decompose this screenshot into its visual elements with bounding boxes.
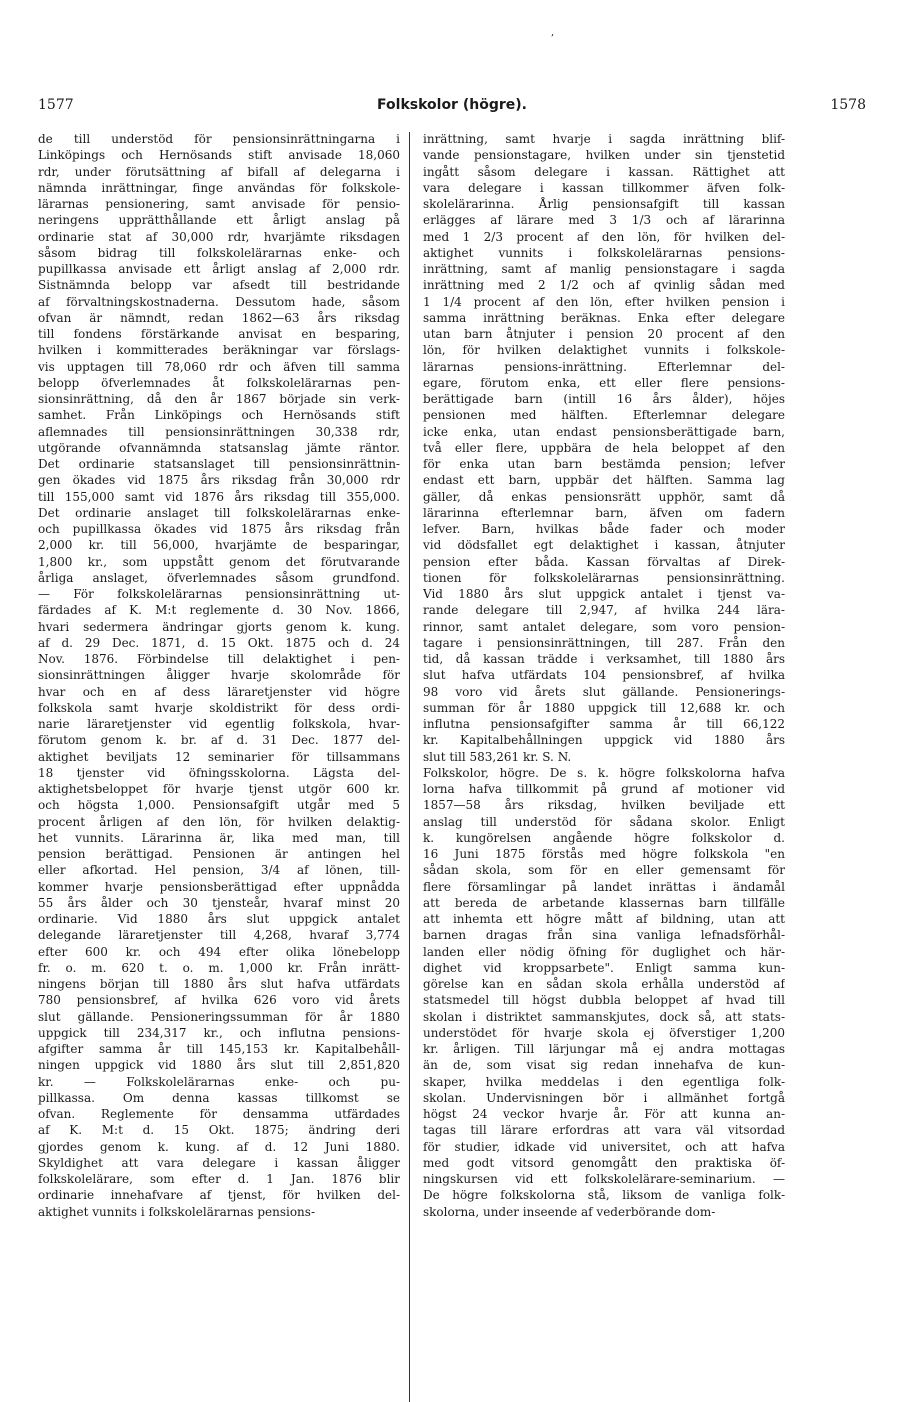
text-line: narie läraretjenster vid egentlig folkskola, hvar- bbox=[38, 717, 400, 731]
text-line: inrättning, samt hvarje i sagda inrättning blif- bbox=[423, 132, 785, 146]
text-line: högst 24 veckor hvarje år. För att kunna an- bbox=[423, 1107, 785, 1121]
text-line: lärarinna efterlemnar barn, äfven om fadern bbox=[423, 505, 785, 520]
text-line: anslag till understöd för sådana skolor. Enligt bbox=[423, 814, 785, 829]
text-line: 2,000 kr. till 56,000, hvarjämte de besparingar, bbox=[38, 538, 400, 553]
text-line: hvari sedermera ändringar gjorts genom k. kung. bbox=[38, 619, 400, 634]
text-line: görelse kan en sådan skola erhålla understöd af bbox=[423, 977, 785, 991]
text-line: tionen för folkskolelärarnas pensionsinrättning. bbox=[423, 570, 785, 585]
text-line: ordinarie stat af 30,000 rdr, hvarjämte riksdagen bbox=[38, 229, 400, 244]
text-line: dighet vid kroppsarbete". Enligt samma kun- bbox=[423, 960, 785, 975]
text-line: aktighetsbeloppet för hvarje tjenst utgör 600 kr. bbox=[38, 782, 400, 796]
text-line: 55 års ålder och 30 tjensteår, hvaraf minst 20 bbox=[38, 895, 400, 910]
text-line: 16 Juni 1875 förstås med högre folkskola "en bbox=[423, 847, 785, 861]
text-line: rande delegare till 2,947, af hvilka 244 lära- bbox=[423, 603, 785, 618]
text-line: neringens upprätthållande ett årligt anslag på bbox=[38, 213, 400, 228]
page-header bbox=[38, 97, 866, 119]
text-line: ningskursen vid ett folkskolelärare-seminarium. — bbox=[423, 1172, 785, 1186]
text-line: utgörande ofvannämnda statsanslag jämte räntor. bbox=[38, 440, 400, 455]
text-line: Folkskolor, högre. De s. k. högre folkskolorna hafva bbox=[423, 765, 785, 780]
text-line: statsmedel till högst dubbla beloppet af hvad till bbox=[423, 993, 785, 1008]
left-column bbox=[38, 131, 400, 1220]
text-line: procent årligen af den lön, för hvilken delaktig- bbox=[38, 814, 400, 829]
text-line: kr. — Folkskolelärarnas enke- och pu- bbox=[38, 1074, 400, 1089]
text-line: influtna pensionsafgifter samma år till 66,122 bbox=[423, 717, 785, 731]
text-line: tid, då kassan trädde i verksamhet, till 1880 års bbox=[423, 652, 785, 666]
text-line: rinnor, samt antalet delegare, som voro pension- bbox=[423, 619, 785, 634]
text-line: skolan. Undervisningen bör i allmänhet fortgå bbox=[423, 1090, 785, 1105]
text-line: endast ett barn, uppbär det hälften. Samma lag bbox=[423, 473, 785, 488]
text-line: skolelärarinna. Årlig pensionsafgift till kassan bbox=[423, 197, 785, 211]
text-line: tagas till lärare erfordras att vara väl vitsordad bbox=[423, 1123, 785, 1138]
text-line: vid dödsfallet egt delaktighet i kassan, åtnjuter bbox=[423, 538, 785, 553]
text-line: belopp öfverlemnades åt folkskolelärarnas pen- bbox=[38, 375, 400, 390]
text-line: inrättning med 2 1/2 och af qvinlig sådan med bbox=[423, 278, 785, 293]
text-line: Sistnämnda belopp var afsedt till bestridande bbox=[38, 278, 400, 293]
text-line: kr. årligen. Till lärjungar må ej andra mottagas bbox=[423, 1042, 785, 1056]
text-line: än de, som visat sig redan innehafva de kun- bbox=[423, 1058, 785, 1073]
running-title: Folkskolor (högre). bbox=[377, 97, 527, 113]
text-line: k. kungörelsen angående högre folkskolor d. bbox=[423, 830, 785, 845]
text-line: nämnda inrättningar, finge användas för folkskole- bbox=[38, 180, 400, 195]
text-line: skaper, hvilka meddelas i den egentliga folk- bbox=[423, 1074, 785, 1089]
text-line: ofvan är nämndt, redan 1862—63 års riksdag bbox=[38, 310, 400, 325]
text-line: pensionen med hälften. Efterlemnar delegare bbox=[423, 408, 785, 423]
text-line: aktighet vunnits i folkskolelärarnas pensions- bbox=[423, 245, 785, 260]
text-line: aktighet beviljats 12 seminarier för tillsammans bbox=[38, 749, 400, 764]
text-line: vara delegare i kassan tillkommer äfven folk- bbox=[423, 180, 785, 195]
text-line: till fondens förstärkande anvisat en besparing, bbox=[38, 327, 400, 341]
text-line: förutom genom k. br. af d. 31 Dec. 1877 del- bbox=[38, 733, 400, 748]
text-line: slut hafva utfärdats 104 pensionsbref, af hvilka bbox=[423, 668, 785, 683]
text-line: 1857—58 års riksdag, hvilken beviljade ett bbox=[423, 798, 785, 813]
text-line: hvilken i kommitterades beräkningar var förslags- bbox=[38, 343, 400, 358]
text-line: lärarnas pensions-inrättning. Efterlemnar del- bbox=[423, 359, 785, 374]
text-line: Det ordinarie statsanslaget till pensionsinrättnin- bbox=[38, 457, 400, 471]
text-line: eller afkortad. Hel pension, 3/4 af lönen, till- bbox=[38, 863, 400, 878]
text-line: färdades af K. M:t reglemente d. 30 Nov. 1866, bbox=[38, 603, 400, 618]
text-line: ordinarie innehafvare af tjenst, för hvilken del- bbox=[38, 1188, 400, 1203]
text-line: 780 pensionsbref, af hvilka 626 voro vid årets bbox=[38, 993, 400, 1008]
text-line: 18 tjenster vid öfningsskolorna. Lägsta del- bbox=[38, 765, 400, 780]
text-line: Skyldighet att vara delegare i kassan åligger bbox=[38, 1155, 400, 1170]
text-line: och högsta 1,000. Pensionsafgift utgår med 5 bbox=[38, 798, 400, 813]
text-line: het vunnits. Lärarinna är, lika med man, till bbox=[38, 830, 400, 845]
text-line: att bereda de arbetande klassernas barn tillfälle bbox=[423, 895, 785, 910]
text-line: för studier, idkade vid universitet, och att hafva bbox=[423, 1139, 785, 1154]
text-line: berättigade barn (intill 16 års ålder), höjes bbox=[423, 392, 785, 406]
text-line: barnen dragas från sina vanliga lefnadsförhål- bbox=[423, 928, 785, 943]
text-line: understödet för hvarje skola ej öfverstiger 1,200 bbox=[423, 1025, 785, 1040]
text-line: uppgick till 234,317 kr., och influtna pensions- bbox=[38, 1025, 400, 1040]
text-line: 1 1/4 procent af den lön, efter hvilken pension i bbox=[423, 294, 785, 309]
text-line: af d. 29 Dec. 1871, d. 15 Okt. 1875 och d. 24 bbox=[38, 635, 400, 650]
text-line: med 1 2/3 procent af den lön, för hvilken del- bbox=[423, 229, 785, 244]
text-line: folkskola samt hvarje skoldistrikt för dess ordi- bbox=[38, 700, 400, 715]
text-line: flere församlingar på landet inrättas i ändamål bbox=[423, 879, 785, 894]
text-line: vande pensionstagare, hvilken under sin tjenstetid bbox=[423, 148, 785, 163]
text-line: delegande läraretjenster till 4,268, hvaraf 3,774 bbox=[38, 928, 400, 943]
text-line: folkskolelärare, som efter d. 1 Jan. 1876 blir bbox=[38, 1172, 400, 1186]
text-line: gen ökades vid 1875 års riksdag från 30,000 rdr bbox=[38, 473, 400, 488]
text-line: De högre folkskolorna stå, liksom de vanliga folk- bbox=[423, 1188, 785, 1203]
text-line: såsom bidrag till folkskolelärarnas enke- och bbox=[38, 245, 400, 260]
text-line: icke enka, utan endast pensionsberättigade barn, bbox=[423, 424, 785, 439]
text-line: fr. o. m. 620 t. o. m. 1,000 kr. Från inrätt- bbox=[38, 960, 400, 975]
text-line: pillkassa. Om denna kassas tillkomst se bbox=[38, 1090, 400, 1105]
text-line: efter 600 kr. och 494 efter olika lönebelopp bbox=[38, 944, 400, 959]
text-line: pension efter båda. Kassan förvaltas af Direk- bbox=[423, 554, 785, 569]
text-line: landen eller nödig öfning för duglighet och här- bbox=[423, 944, 785, 959]
text-line: af K. M:t d. 15 Okt. 1875; ändring deri bbox=[38, 1123, 400, 1138]
text-line: 98 voro vid årets slut gällande. Pensionerings- bbox=[423, 684, 785, 699]
text-line: skolorna, under inseende af vederbörande dom- bbox=[423, 1204, 716, 1219]
text-line: utan barn åtnjuter i pension 20 procent af den bbox=[423, 327, 785, 341]
text-line: två eller flere, uppbära de hela beloppet af den bbox=[423, 440, 785, 455]
text-line: årliga anslaget, öfverlemnades såsom grundfond. bbox=[38, 570, 400, 585]
text-line: lärarnas pensionering, samt anvisade för pensio- bbox=[38, 197, 400, 211]
page-number-right: 1578 bbox=[830, 97, 866, 113]
text-line: lön, för hvilken delaktighet vunnits i folkskole- bbox=[423, 343, 785, 358]
text-line: erlägges af lärare med 3 1/3 och af lärarinna bbox=[423, 213, 785, 228]
text-line: pupillkassa anvisade ett årligt anslag af 2,000 rdr. bbox=[38, 262, 400, 276]
text-line: ofvan. Reglemente för densamma utfärdades bbox=[38, 1107, 400, 1121]
text-line: inrättning, samt af manlig pensionstagare i sagda bbox=[423, 262, 785, 276]
column-divider bbox=[409, 132, 410, 1402]
text-line: sionsinrättningen åligger hvarje skolområde för bbox=[38, 668, 400, 683]
text-line: lefver. Barn, hvilkas både fader och moder bbox=[423, 522, 785, 536]
text-line: tagare i pensionsinrättningen, till 287. Från den bbox=[423, 635, 785, 650]
text-line: för enka utan barn bestämda pension; lefver bbox=[423, 457, 785, 471]
right-column bbox=[423, 131, 785, 1220]
page-number-left: 1577 bbox=[38, 97, 74, 113]
text-line: kommer hvarje pensionsberättigad efter uppnådda bbox=[38, 879, 400, 894]
text-line: med godt vitsord genomgått den praktiska öf- bbox=[423, 1155, 785, 1170]
text-line: ingått såsom delegare i kassan. Rättighet att bbox=[423, 164, 785, 179]
text-line: aktighet vunnits i folkskolelärarnas pensions- bbox=[38, 1204, 316, 1219]
text-line: 1,800 kr., som uppstått genom det förutvarande bbox=[38, 554, 400, 569]
text-line: — För folkskolelärarnas pensionsinrättning ut- bbox=[38, 587, 400, 601]
text-line: rdr, under förutsättning af bifall af delegarna i bbox=[38, 164, 400, 179]
text-line: sådan skola, som för en eller gemensamt för bbox=[423, 863, 785, 878]
text-line: af förvaltningskostnaderna. Dessutom hade, såsom bbox=[38, 294, 400, 309]
text-line: att inhemta ett högre mått af bildning, utan att bbox=[423, 912, 785, 926]
text-line: skolan i distriktet sammanskjutes, dock så, att stats- bbox=[423, 1009, 785, 1024]
text-line: slut till 583,261 kr. S. N. bbox=[423, 749, 572, 764]
text-line: aflemnades till pensionsinrättningen 30,338 rdr, bbox=[38, 424, 400, 439]
text-line: Linköpings och Hernösands stift anvisade 18,060 bbox=[38, 148, 400, 163]
text-line: till 155,000 samt vid 1876 års riksdag till 355,000. bbox=[38, 489, 400, 504]
text-line: gäller, då enkas pensionsrätt upphör, samt då bbox=[423, 489, 785, 504]
text-line: hvar och en af dess läraretjenster vid högre bbox=[38, 684, 400, 699]
text-line: egare, förutom enka, ett eller flere pensions- bbox=[423, 375, 785, 390]
text-line: ningens början till 1880 års slut hafva utfärdats bbox=[38, 977, 400, 991]
text-line: ningen uppgick vid 1880 års slut till 2,851,820 bbox=[38, 1058, 400, 1073]
text-line: afgifter samma år till 145,153 kr. Kapitalbehåll- bbox=[38, 1042, 400, 1056]
text-line: kr. Kapitalbehållningen uppgick vid 1880 års bbox=[423, 733, 785, 748]
text-line: sionsinrättning, då den år 1867 började sin verk- bbox=[38, 392, 400, 406]
stray-mark: , bbox=[551, 27, 555, 38]
text-line: Vid 1880 års slut uppgick antalet i tjenst va- bbox=[423, 587, 785, 601]
text-line: summan för år 1880 uppgick till 12,688 kr. och bbox=[423, 700, 785, 715]
text-line: ordinarie. Vid 1880 års slut uppgick antalet bbox=[38, 912, 400, 926]
text-line: gjordes genom k. kung. af d. 12 Juni 1880. bbox=[38, 1139, 400, 1154]
text-line: och pupillkassa ökades vid 1875 års riksdag från bbox=[38, 522, 400, 536]
text-line: de till understöd för pensionsinrättningarna i bbox=[38, 132, 400, 146]
text-line: Det ordinarie anslaget till folkskolelärarnas enke- bbox=[38, 505, 400, 520]
text-line: samma inrättning beräknas. Enka efter delegare bbox=[423, 310, 785, 325]
text-line: Nov. 1876. Förbindelse till delaktighet i pen- bbox=[38, 652, 400, 666]
text-line: lorna hafva tillkommit på grund af motioner vid bbox=[423, 782, 785, 796]
text-line: slut gällande. Pensioneringssumman för år 1880 bbox=[38, 1009, 400, 1024]
text-line: samhet. Från Linköpings och Hernösands stift bbox=[38, 408, 400, 423]
text-line: pension berättigad. Pensionen är antingen hel bbox=[38, 847, 400, 861]
text-line: vis upptagen till 78,060 rdr och äfven till samma bbox=[38, 359, 400, 374]
